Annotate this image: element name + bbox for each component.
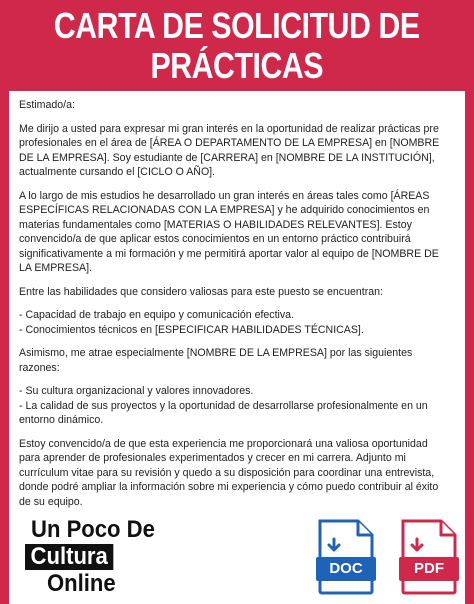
reason-item: - Su cultura organizacional y valores innovadores. bbox=[19, 385, 254, 397]
doc-label: DOC bbox=[329, 560, 363, 577]
reason-item: - La calidad de sus proyectos y la oportunidad de desarrollarse profesionalmente en un entorno dinámico. bbox=[19, 399, 428, 426]
letter-paragraph-reasons-intro: Asimismo, me atrae especialmente [NOMBRE DE LA EMPRESA] por las siguientes razones: bbox=[19, 347, 413, 374]
letter-paragraph-skills-intro: Entre las habilidades que considero valiosas para este puesto se encuentran: bbox=[19, 285, 383, 298]
page-title-line-2: PRÁCTICAS bbox=[150, 45, 324, 86]
brand-logo bbox=[25, 515, 177, 597]
pdf-download-button[interactable] bbox=[397, 519, 461, 595]
letter-paragraph-intro: Me dirijo a usted para expresar mi gran interés en la oportunidad de realizar prácticas pre profesionales en el área de [ÁREA O DEPARTAMENTO DE LA EMPRESA] en [NOMBRE DE LA EMPRESA]. Soy estudiante de [CARRERA] en [NOMBRE DE LA INSTITUCIÓN], actualmente cursando el [CICLO O AÑO]. bbox=[19, 122, 440, 178]
letter-greeting: Estimado/a: bbox=[19, 99, 75, 111]
letter-paragraph-studies: A lo largo de mis estudios he desarrollado un gran interés en áreas tales como [ÁREAS ESPECÍFICAS RELACIONADAS CON LA EMPRESA] y he adquirido conocimientos en materias fundamentales como [MATERIAS O HABILIDADES RELEVANTES]. Estoy convencido/a de que aplicar estos conocimientos en un entorno práctico contribuirá significativamente a mi formación y me permitirá aportar valor al equipo de [NOMBRE DE LA EMPRESA]. bbox=[19, 189, 439, 274]
pdf-file-icon bbox=[397, 519, 461, 595]
brand-line-2: Cultura bbox=[25, 544, 113, 570]
letter-paragraph-closing: Estoy convencido/a de que esta experiencia me proporcionará una valiosa oportunidad para aprender de profesionales experimentados y crecer en mi carrera. Adjunto mi currículum vitae para su revisión y quedo a su disposición para coordinar una entrevista, donde podré ampliar la información sobre mi experiencia y cómo puedo contribuir al éxito de su equipo. bbox=[19, 437, 439, 508]
skill-item: - Conocimientos técnicos en [ESPECIFICAR HABILIDADES TÉCNICAS]. bbox=[19, 323, 364, 336]
doc-download-button[interactable] bbox=[314, 519, 378, 595]
doc-file-icon bbox=[314, 519, 378, 595]
letter-body bbox=[19, 98, 451, 518]
page-title-line-1: CARTA DE SOLICITUD DE bbox=[54, 5, 420, 46]
title-banner bbox=[0, 0, 474, 92]
skill-item: - Capacidad de trabajo en equipo y comunicación efectiva. bbox=[19, 309, 295, 321]
brand-line-3: Online bbox=[47, 570, 116, 597]
pdf-label: PDF bbox=[414, 560, 444, 577]
brand-line-1: Un Poco De bbox=[31, 516, 155, 543]
